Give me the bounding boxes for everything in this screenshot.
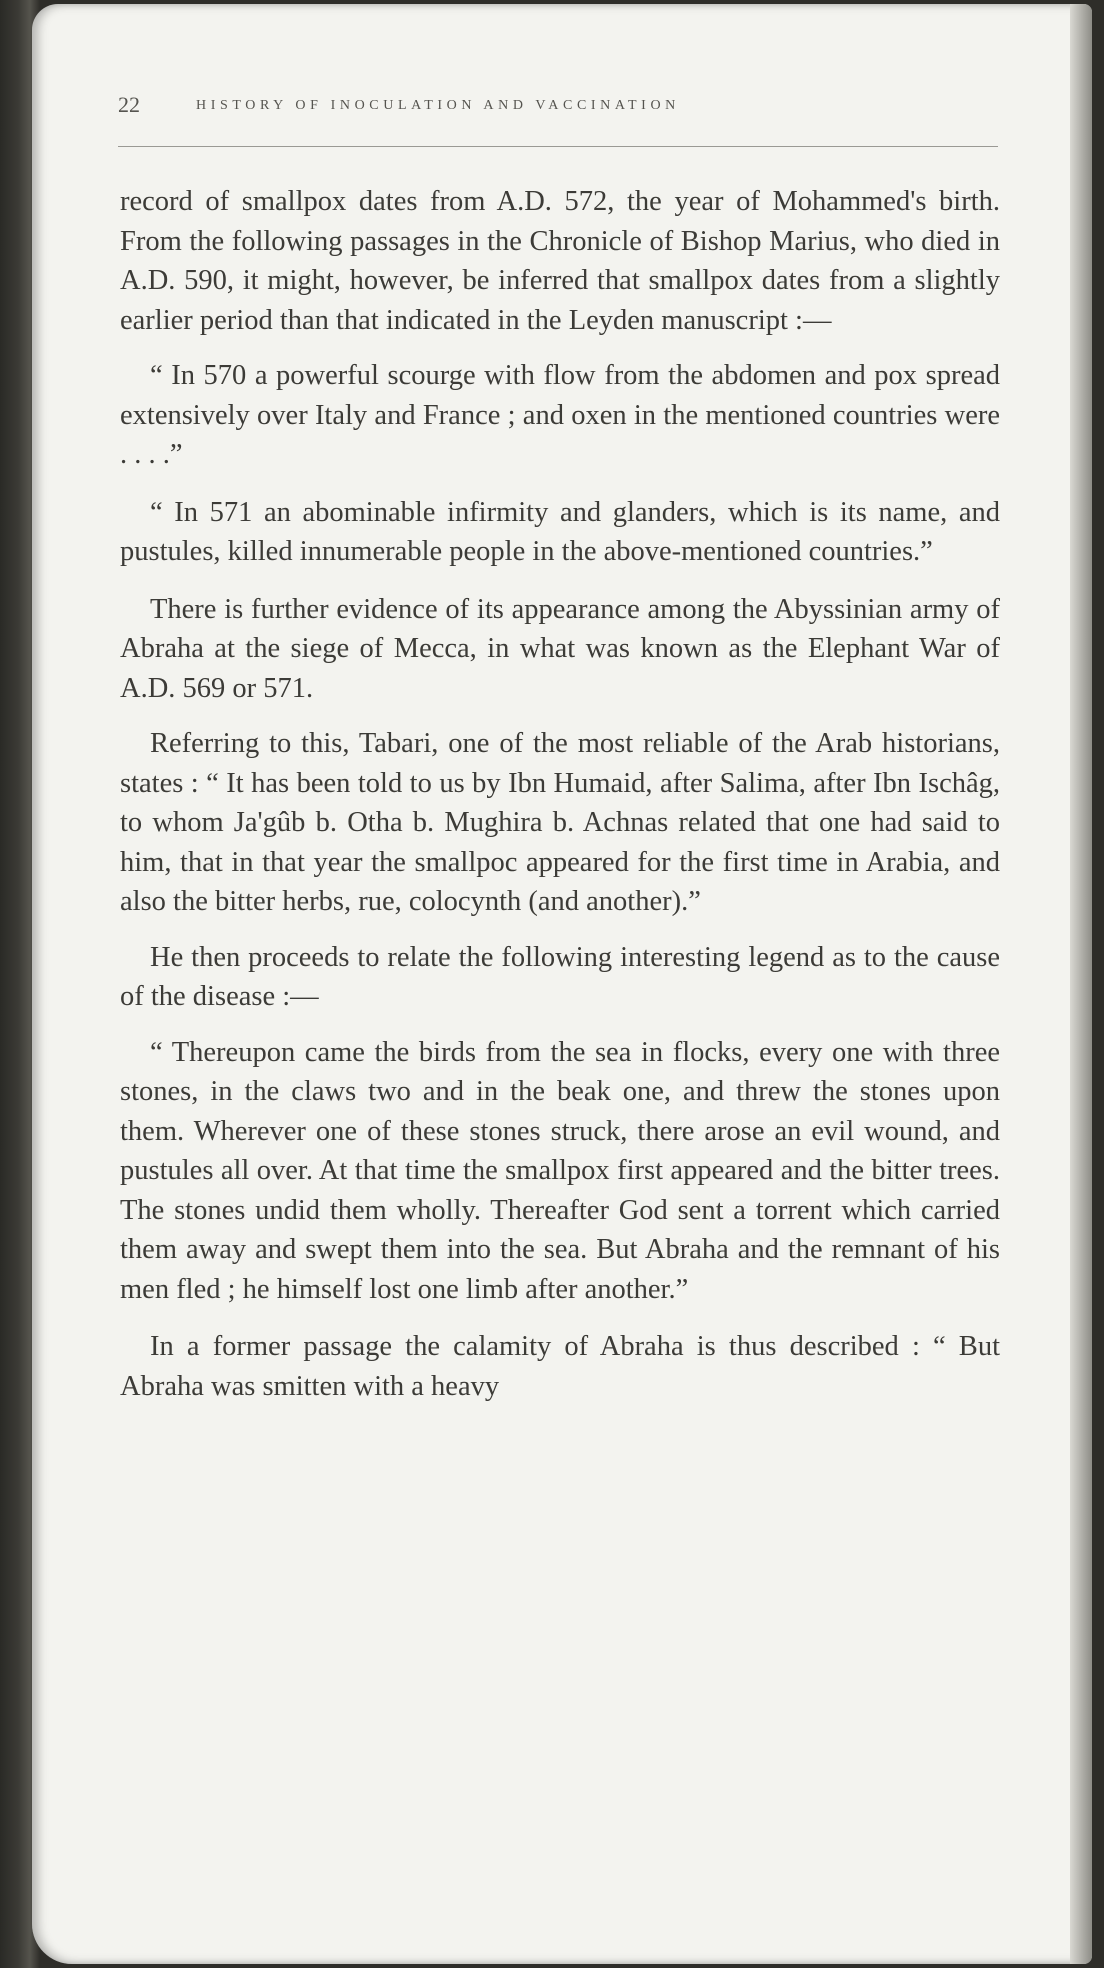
page-number: 22 bbox=[118, 92, 140, 117]
paragraph: In a former passage the calamity of Abraha is thus described : “ But Abraha was smitten with a heavy bbox=[120, 1331, 1000, 1402]
quote-paragraph: “ In 571 an abominable infirmity and glanders, which is its name, and pustules, killed innumerable people in the above-mentioned countries.” bbox=[120, 496, 1000, 567]
running-title: HISTORY OF INOCULATION AND VACCINATION bbox=[196, 98, 680, 113]
quote-paragraph: “ In 570 a powerful scourge with flow from the abdomen and pox spread extensively over Italy and France ; and oxen in the mentioned countries were . . . .” bbox=[120, 360, 1000, 470]
page-edge bbox=[1070, 4, 1092, 1964]
paragraph: record of smallpox dates from A.D. 572, the year of Mohammed's birth. From the following passages in the Chronicle of Bishop Marius, who died in A.D. 590, it might, however, be inferred that smallpox dates from a slightly earlier period than that indicated in the Leyden manuscript :— bbox=[120, 186, 1000, 336]
paragraph: Referring to this, Tabari, one of the most reliable of the Arab historians, states : “ It has been told to us by Ibn Humaid, after Salima, after Ibn Ischâg, to whom Ja'gûb b. Otha b. Mughira b. Achnas related that one had said to him, that in that year the smallpoc appeared for the first time in Arabia, and also the bitter herbs, rue, colocynth (and another).” bbox=[120, 728, 1000, 917]
quote-paragraph: “ Thereupon came the birds from the sea in flocks, every one with three stones, in the claws two and in the beak one, and threw the stones upon them. Wherever one of these stones struck, there arose an evil wound, and pustules all over. At that time the smallpox first appeared and the bitter trees. The stones undid them wholly. Thereafter God sent a torrent which carried them away and swept them into the sea. But Abraha and the remnant of his men fled ; he himself lost one limb after another.” bbox=[120, 1036, 1000, 1305]
body-text bbox=[120, 182, 1000, 1422]
header-rule bbox=[118, 146, 998, 147]
paragraph: He then proceeds to relate the following interesting legend as to the cause of the disease :— bbox=[120, 941, 1000, 1012]
page-header bbox=[118, 92, 998, 132]
paragraph: There is further evidence of its appearance among the Abyssinian army of Abraha at the siege of Mecca, in what was known as the Elephant War of A.D. 569 or 571. bbox=[120, 593, 1000, 704]
